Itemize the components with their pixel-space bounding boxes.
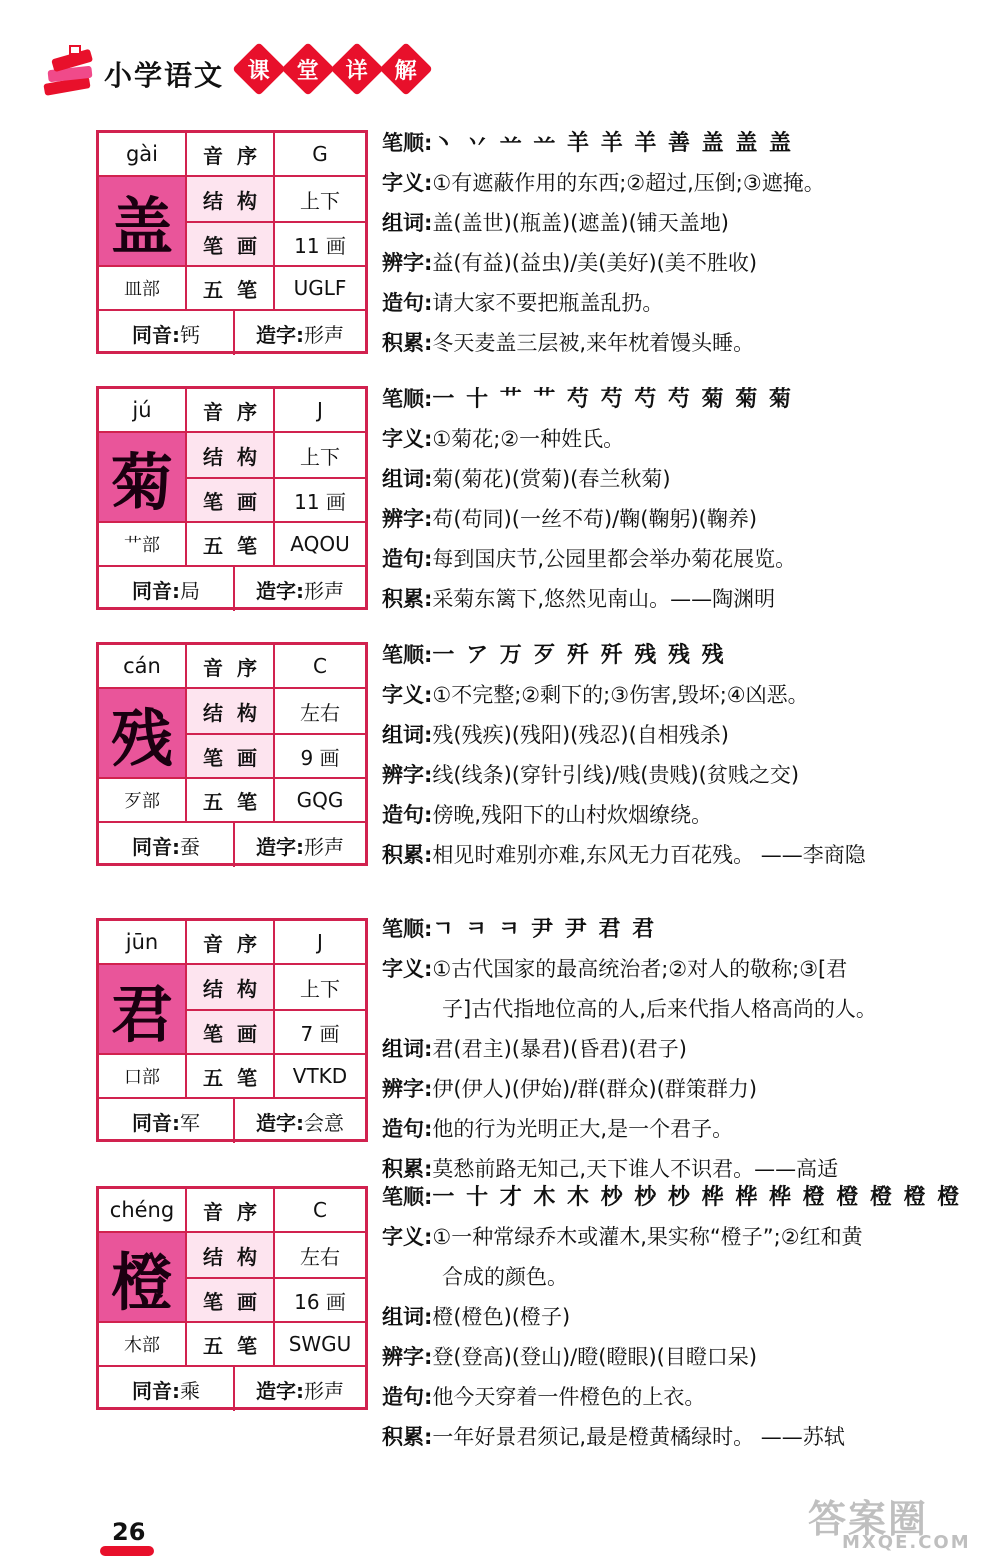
label-wubi: 五笔 — [203, 1065, 271, 1090]
accumulation: 积累:冬天麦盖三层被,来年枕着馒头睡。 — [382, 331, 755, 355]
series-title: 小学语文 — [104, 59, 225, 92]
label-jiegou: 结构 — [187, 1233, 273, 1277]
label-bihua: 笔画 — [187, 1279, 273, 1321]
char-card — [96, 1186, 368, 1410]
label-jiegou: 结构 — [187, 689, 273, 733]
bihua-value: 7 画 — [300, 1021, 340, 1046]
label-yinxu: 音序 — [203, 1199, 271, 1224]
zaozi-value: 形声 — [304, 834, 344, 859]
word-group: 组词:菊(菊花)(赏菊)(春兰秋菊) — [382, 467, 671, 491]
meaning: 字义:①有遮蔽作用的东西;②超过,压倒;③遮掩。 — [382, 171, 825, 195]
stroke-order: 笔顺:ㄱ ㅋ ㅋ 尹 尹 君 君 — [382, 916, 657, 942]
tongyin: 同音: 乘 — [99, 1367, 233, 1411]
stroke-order: 笔顺:一 ア 万 歹 歼 歼 残 残 残 — [382, 642, 726, 668]
page-header — [40, 40, 460, 104]
zaozi: 造字: 形声 — [235, 311, 365, 355]
jiegou-value: 左右 — [300, 700, 340, 725]
char-entry — [0, 384, 1000, 624]
tongyin: 同音: 蚕 — [99, 823, 233, 867]
similar-chars: 辨字:伊(伊人)(伊始)/群(群众)(群策群力) — [382, 1077, 758, 1101]
yinxu-value: C — [313, 654, 327, 678]
zaozi: 造字: 形声 — [235, 567, 365, 611]
tongyin-value: 局 — [180, 578, 200, 603]
meaning-cont: 合成的颜色。 — [442, 1265, 568, 1289]
wubi-value: GQG — [296, 788, 344, 812]
jiegou-value: 上下 — [300, 976, 340, 1001]
similar-chars: 辨字:线(线条)(穿针引线)/贱(贵贱)(贫贱之交) — [382, 763, 800, 787]
pinyin: jú — [132, 398, 152, 422]
word-group: 组词:残(残疾)(残阳)(残忍)(自相残杀) — [382, 723, 729, 747]
char-card — [96, 130, 368, 354]
zaozi-value: 形声 — [304, 578, 344, 603]
wubi-value: AQOU — [290, 532, 350, 556]
zaozi: 造字: 会意 — [235, 1099, 365, 1143]
accumulation: 积累:一年好景君须记,最是橙黄橘绿时。 ——苏轼 — [382, 1425, 845, 1449]
char-card — [96, 642, 368, 866]
headword-char: 君 — [99, 965, 185, 1053]
bihua-value: 11 画 — [294, 489, 346, 514]
label-wubi: 五笔 — [203, 1333, 271, 1358]
yinxu-value: G — [312, 142, 328, 166]
label-jiegou: 结构 — [187, 177, 273, 221]
label-yinxu: 音序 — [203, 399, 271, 424]
zaozi: 造字: 形声 — [235, 823, 365, 867]
books-icon — [40, 44, 98, 98]
label-jiegou: 结构 — [187, 965, 273, 1009]
char-card — [96, 386, 368, 610]
similar-chars: 辨字:登(登高)(登山)/瞪(瞪眼)(目瞪口呆) — [382, 1345, 758, 1369]
meaning-cont: 子]古代指地位高的人,后来代指人格高尚的人。 — [442, 997, 877, 1021]
pinyin: cán — [123, 654, 161, 678]
tongyin: 同音: 局 — [99, 567, 233, 611]
zaozi-value: 形声 — [304, 322, 344, 347]
headword-char: 菊 — [99, 433, 185, 521]
bihua-value: 11 画 — [294, 233, 346, 258]
badge-tang: 堂 — [281, 42, 335, 96]
radical: 皿部 — [124, 279, 160, 300]
headword-char: 残 — [99, 689, 185, 777]
char-entry — [0, 128, 1000, 368]
label-bihua: 笔画 — [187, 479, 273, 521]
meaning: 字义:①不完整;②剩下的;③伤害,毁坏;④凶恶。 — [382, 683, 809, 707]
sentence: 造句:傍晚,残阳下的山村炊烟缭绕。 — [382, 803, 713, 827]
meaning: 字义:①一种常绿乔木或灌木,果实称“橙子”;②红和黄 — [382, 1225, 863, 1249]
similar-chars: 辨字:苟(苟同)(一丝不苟)/鞠(鞠躬)(鞠养) — [382, 507, 758, 531]
headword-char: 盖 — [99, 177, 185, 265]
label-wubi: 五笔 — [203, 277, 271, 302]
sentence: 造句:请大家不要把瓶盖乱扔。 — [382, 291, 664, 315]
label-wubi: 五笔 — [203, 533, 271, 558]
jiegou-value: 上下 — [300, 444, 340, 469]
zaozi-value: 会意 — [304, 1110, 344, 1135]
yinxu-value: C — [313, 1198, 327, 1222]
sentence: 造句:每到国庆节,公园里都会举办菊花展览。 — [382, 547, 797, 571]
word-group: 组词:盖(盖世)(瓶盖)(遮盖)(铺天盖地) — [382, 211, 729, 235]
watermark-logo: 答案圈 — [808, 1497, 929, 1541]
label-jiegou: 结构 — [187, 433, 273, 477]
tongyin-value: 蚕 — [180, 834, 200, 859]
tongyin-value: 钙 — [180, 322, 200, 347]
yinxu-value: J — [317, 930, 323, 954]
zaozi-value: 形声 — [304, 1378, 344, 1403]
pinyin: chéng — [109, 1198, 175, 1222]
meaning: 字义:①菊花;②一种姓氏。 — [382, 427, 625, 451]
jiegou-value: 上下 — [300, 188, 340, 213]
sentence: 造句:他的行为光明正大,是一个君子。 — [382, 1117, 734, 1141]
radical: 口部 — [124, 1067, 160, 1088]
badge-ke: 课 — [232, 42, 286, 96]
label-yinxu: 音序 — [203, 931, 271, 956]
char-entry — [0, 1182, 1000, 1449]
tongyin-value: 军 — [180, 1110, 200, 1135]
label-yinxu: 音序 — [203, 143, 271, 168]
char-entry — [0, 640, 1000, 880]
wubi-value: UGLF — [293, 276, 347, 300]
badge-jie: 解 — [379, 42, 433, 96]
stroke-order: 笔顺:一 十 艹 艹 芍 芍 芍 芍 菊 菊 菊 — [382, 386, 793, 412]
label-yinxu: 音序 — [203, 655, 271, 680]
wubi-value: VTKD — [292, 1064, 348, 1088]
stroke-order: 笔顺:丶 丷 䒑 䒑 羊 羊 羊 善 盖 盖 盖 — [382, 130, 793, 156]
radical: 艹部 — [124, 535, 160, 556]
radical: 木部 — [124, 1335, 160, 1356]
bihua-value: 9 画 — [300, 745, 340, 770]
char-card — [96, 918, 368, 1142]
label-bihua: 笔画 — [187, 223, 273, 265]
series-badges — [236, 50, 429, 88]
bihua-value: 16 画 — [294, 1289, 346, 1314]
tongyin: 同音: 军 — [99, 1099, 233, 1143]
meaning: 字义:①古代国家的最高统治者;②对人的敬称;③[君 — [382, 957, 848, 981]
accumulation: 积累:采菊东篱下,悠然见南山。——陶渊明 — [382, 587, 776, 611]
jiegou-value: 左右 — [300, 1244, 340, 1269]
word-group: 组词:橙(橙色)(橙子) — [382, 1305, 571, 1329]
tongyin-value: 乘 — [180, 1378, 200, 1403]
pinyin: jūn — [125, 930, 159, 954]
sentence: 造句:他今天穿着一件橙色的上衣。 — [382, 1385, 706, 1409]
badge-xiang: 详 — [330, 42, 384, 96]
accumulation: 积累:相见时难别亦难,东风无力百花残。 ——李商隐 — [382, 843, 866, 867]
wubi-value: SWGU — [288, 1332, 352, 1356]
yinxu-value: J — [317, 398, 323, 422]
similar-chars: 辨字:益(有益)(益虫)/美(美好)(美不胜收) — [382, 251, 758, 275]
label-bihua: 笔画 — [187, 1011, 273, 1053]
label-bihua: 笔画 — [187, 735, 273, 777]
watermark-text: MXQE.COM — [842, 1532, 971, 1553]
pinyin: gài — [125, 142, 159, 166]
zaozi: 造字: 形声 — [235, 1367, 365, 1411]
tongyin: 同音: 钙 — [99, 311, 233, 355]
page-number: 26 — [100, 1518, 154, 1558]
accumulation: 积累:莫愁前路无知己,天下谁人不识君。——高适 — [382, 1157, 839, 1181]
stroke-order: 笔顺:一 十 才 木 木 杪 杪 杪 桦 桦 桦 橙 橙 橙 橙 橙 — [382, 1184, 962, 1210]
headword-char: 橙 — [99, 1233, 185, 1321]
radical: 歹部 — [124, 791, 160, 812]
watermark — [808, 1488, 978, 1558]
label-wubi: 五笔 — [203, 789, 271, 814]
word-group: 组词:君(君主)(暴君)(昏君)(君子) — [382, 1037, 687, 1061]
char-entry — [0, 914, 1000, 1181]
